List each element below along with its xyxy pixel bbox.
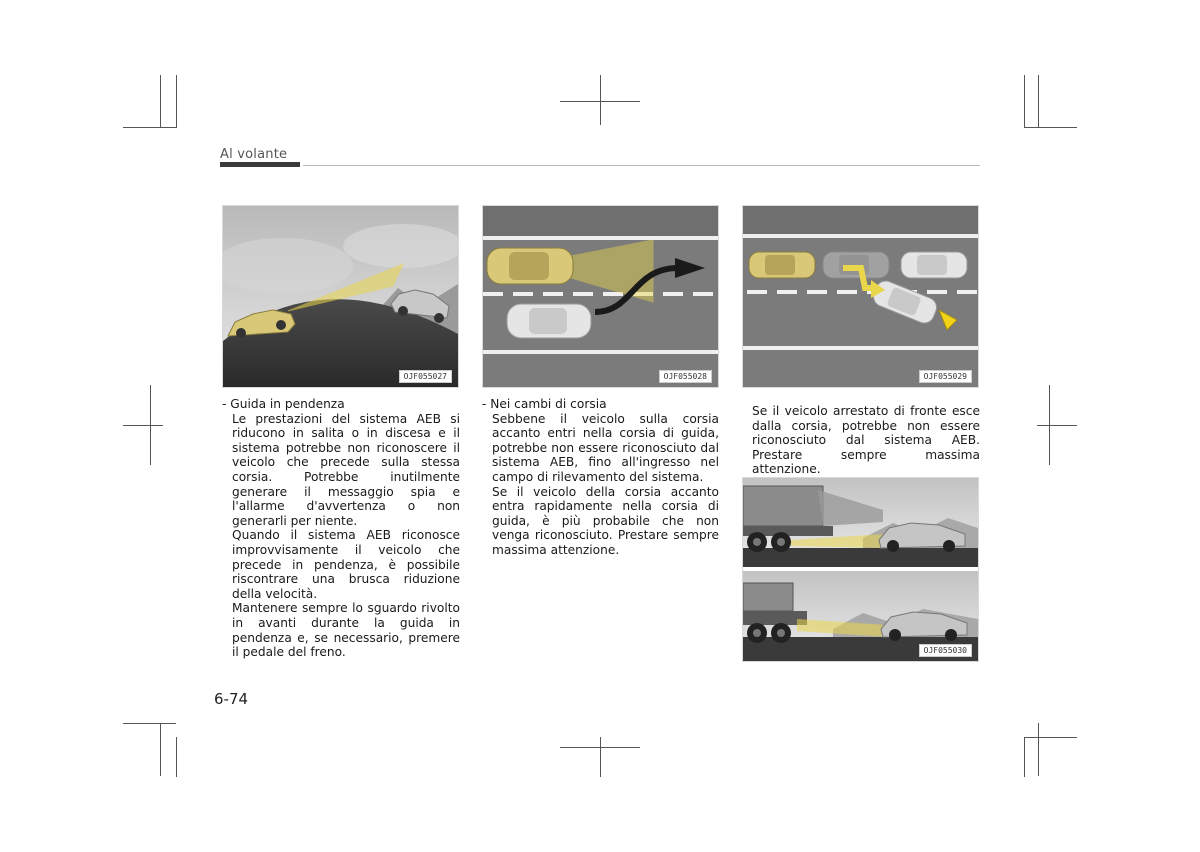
- crop-mark: [160, 75, 161, 128]
- paragraph: Le prestazioni del sistema AEB si riducono in salita o in discesa e il sistema potrebbe non riconoscere il veicolo che precede sulla stessa corsia. Potrebbe inutilmente generare il messaggio spia e l'allarme d'avvertenza o non generarli per niente.: [232, 411, 460, 528]
- section-title: Al volante: [220, 147, 288, 162]
- truck-illustration: [743, 478, 978, 661]
- text-column-1: [222, 397, 460, 660]
- uphill-illustration: [223, 206, 458, 387]
- bullet-heading: - Nei cambi di corsia: [482, 397, 607, 411]
- crop-mark: [600, 737, 601, 777]
- bullet-heading: - Guida in pendenza: [222, 397, 345, 411]
- paragraph: Mantenere sempre lo sguardo rivolto in avanti durante la guida in pendenza e, se necessario, premere il pedale del freno.: [232, 601, 460, 660]
- page-number: 6-74: [214, 690, 249, 708]
- text-column-2: [482, 397, 719, 558]
- figure-uphill: [222, 205, 459, 388]
- text-column-3: [752, 404, 980, 477]
- figure-code: OJF055029: [919, 370, 972, 383]
- merging-vehicle: [507, 304, 591, 338]
- road-edge: [743, 206, 978, 234]
- crop-mark: [123, 127, 176, 128]
- figure-code: OJF055027: [399, 370, 452, 383]
- own-car: [487, 248, 573, 284]
- figure-code: OJF055030: [919, 644, 972, 657]
- lane-line-solid: [483, 236, 718, 240]
- lane-line-solid: [743, 346, 978, 350]
- figure-truck: [742, 477, 979, 662]
- crop-mark: [1024, 127, 1077, 128]
- paragraph: Se il veicolo arrestato di fronte esce dalla corsia, potrebbe non essere riconosciuto dal sistema AEB. Prestare sempre massima attenzione.: [752, 404, 980, 477]
- section-title-bar: [220, 162, 300, 167]
- crop-mark: [1024, 75, 1025, 128]
- header-rule: [303, 165, 980, 166]
- crop-mark: [176, 737, 177, 777]
- truck-scene-top: [743, 478, 978, 567]
- vehicle-ahead: [901, 252, 967, 278]
- lane-change-illustration: [483, 206, 718, 387]
- road-edge: [483, 206, 718, 236]
- crop-mark: [1024, 737, 1077, 738]
- paragraph: Quando il sistema AEB riconosce improvvisamente il veicolo che precede in pendenza, è possibile riscontrare una brusca riduzione della velocità.: [232, 528, 460, 601]
- stopped-vehicle-illustration: [743, 206, 978, 387]
- lane-line-solid: [743, 234, 978, 238]
- crop-mark: [1038, 723, 1039, 776]
- crop-mark: [150, 385, 151, 465]
- crop-mark: [176, 75, 177, 128]
- crop-mark: [1038, 75, 1039, 128]
- crop-mark: [1024, 737, 1025, 777]
- cloud: [343, 224, 458, 268]
- figure-code: OJF055028: [659, 370, 712, 383]
- paragraph: Se il veicolo della corsia accanto entra rapidamente nella corsia di guida, è più probabile che non venga riconosciuto. Prestare sempre massima attenzione.: [492, 484, 719, 557]
- figure-stopped-vehicle: [742, 205, 979, 388]
- crop-mark: [600, 75, 601, 125]
- paragraph: Sebbene il veicolo sulla corsia accanto entri nella corsia di guida, potrebbe non essere riconosciuto dal sistema AEB, fino all'ingresso nel campo di rilevamento del sistema.: [492, 411, 719, 484]
- lane-line-solid: [483, 350, 718, 354]
- crop-mark: [123, 425, 163, 426]
- own-car: [749, 252, 815, 278]
- crop-mark: [1037, 425, 1077, 426]
- figure-divider: [743, 567, 978, 571]
- crop-mark: [123, 723, 176, 724]
- crop-mark: [160, 723, 161, 776]
- crop-mark: [1049, 385, 1050, 465]
- figure-lane-change: [482, 205, 719, 388]
